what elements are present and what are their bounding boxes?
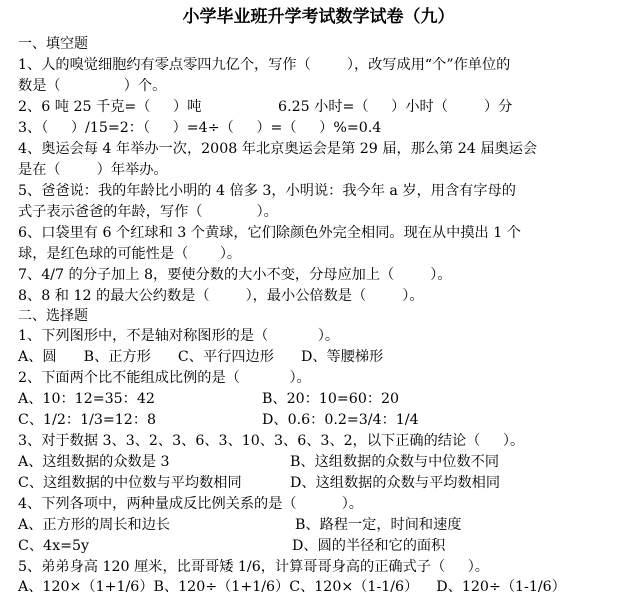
q2-option-a: A、10：12=35：42: [18, 391, 155, 407]
fill-blank-line-5: 4、奥运会每 4 年举办一次，2008 年北京奥运会是第 29 届，那么第 24 届奥运会: [18, 141, 538, 157]
fill-blank-line-3: 2、6 吨 25 千克=（ ）吨 6.25 小时=（ ）小时（ ）分: [18, 99, 513, 115]
q4-stem: 4、下列各项中，两种量成反比例关系的是（ ）。: [18, 496, 363, 512]
fill-blank-line-7: 5、爸爸说：我的年龄比小明的 4 倍多 3，小明说：我今年 a 岁，用含有字母的: [18, 183, 516, 199]
q3-option-c: C、这组数据的中位数与平均数相同: [18, 475, 242, 491]
fill-blank-line-1: 1、人的嗅觉细胞约有零点零四九亿个，写作（ ），改写成用“个”作单位的: [18, 57, 511, 73]
q4-option-b: B、路程一定，时间和速度: [295, 517, 462, 533]
q4-option-d: D、圆的半径和它的面积: [292, 538, 446, 554]
fill-blank-line-10: 球，是红色球的可能性是（ ）。: [18, 246, 242, 262]
fill-blank-line-4: 3、（ ）/15=2：（ ）=4÷（ ）=（ ）%=0.4: [18, 120, 382, 136]
q3-stem: 3、对于数据 3、3、2、3、6、3、10、3、6、3、2，以下正确的结论（ ）。: [18, 433, 525, 449]
q4-option-a: A、正方形的周长和边长: [18, 517, 171, 533]
fill-blank-line-12: 8、8 和 12 的最大公约数是（ ），最小公倍数是（ ）。: [18, 288, 424, 304]
q3-option-a: A、这组数据的众数是 3: [18, 454, 170, 470]
section-heading-fill-blank: 一、填空题: [18, 36, 88, 52]
q2-option-d: D、0.6：0.2=3/4：1/4: [262, 412, 419, 428]
q2-option-c: C、1/2：1/3=12：8: [18, 412, 157, 428]
fill-blank-line-2: 数是（ ）个。: [18, 78, 167, 94]
fill-blank-line-8: 式子表示爸爸的年龄，写作（ ）。: [18, 204, 278, 220]
q3-option-b: B、这组数据的众数与中位数不同: [290, 454, 500, 470]
q4-option-c: C、4x=5y: [18, 538, 89, 554]
q5-stem: 5、弟弟身高 120 厘米，比哥哥矮 1/6，计算哥哥身高的正确式子（ ）。: [18, 559, 489, 575]
fill-blank-line-11: 7、4/7 的分子加上 8，要使分数的大小不变，分母应加上（ ）。: [18, 267, 452, 283]
q1-options: A、圆 B、正方形 C、平行四边形 D、等腰梯形: [18, 349, 384, 365]
exam-title: 小学毕业班升学考试数学试卷（九）: [182, 7, 455, 27]
fill-blank-line-6: 是在（ ）年举办。: [18, 162, 168, 178]
q5-options: A、120×（1+1/6）B、120÷（1+1/6）C、120×（1-1/6） D、120÷（1-1/6）: [18, 579, 566, 595]
q2-option-b: B、20：10=60：20: [262, 391, 400, 407]
q3-option-d: D、这组数据的众数与平均数相同: [290, 475, 501, 491]
section-heading-choice: 二、选择题: [18, 308, 88, 324]
q1-stem: 1、下列图形中，不是轴对称图形的是（ ）。: [18, 328, 340, 344]
q2-stem: 2、下面两个比不能组成比例的是（ ）。: [18, 370, 311, 386]
fill-blank-line-9: 6、口袋里有 6 个红球和 3 个黄球，它们除颜色外完全相同。现在从中摸出 1 个: [18, 225, 521, 241]
